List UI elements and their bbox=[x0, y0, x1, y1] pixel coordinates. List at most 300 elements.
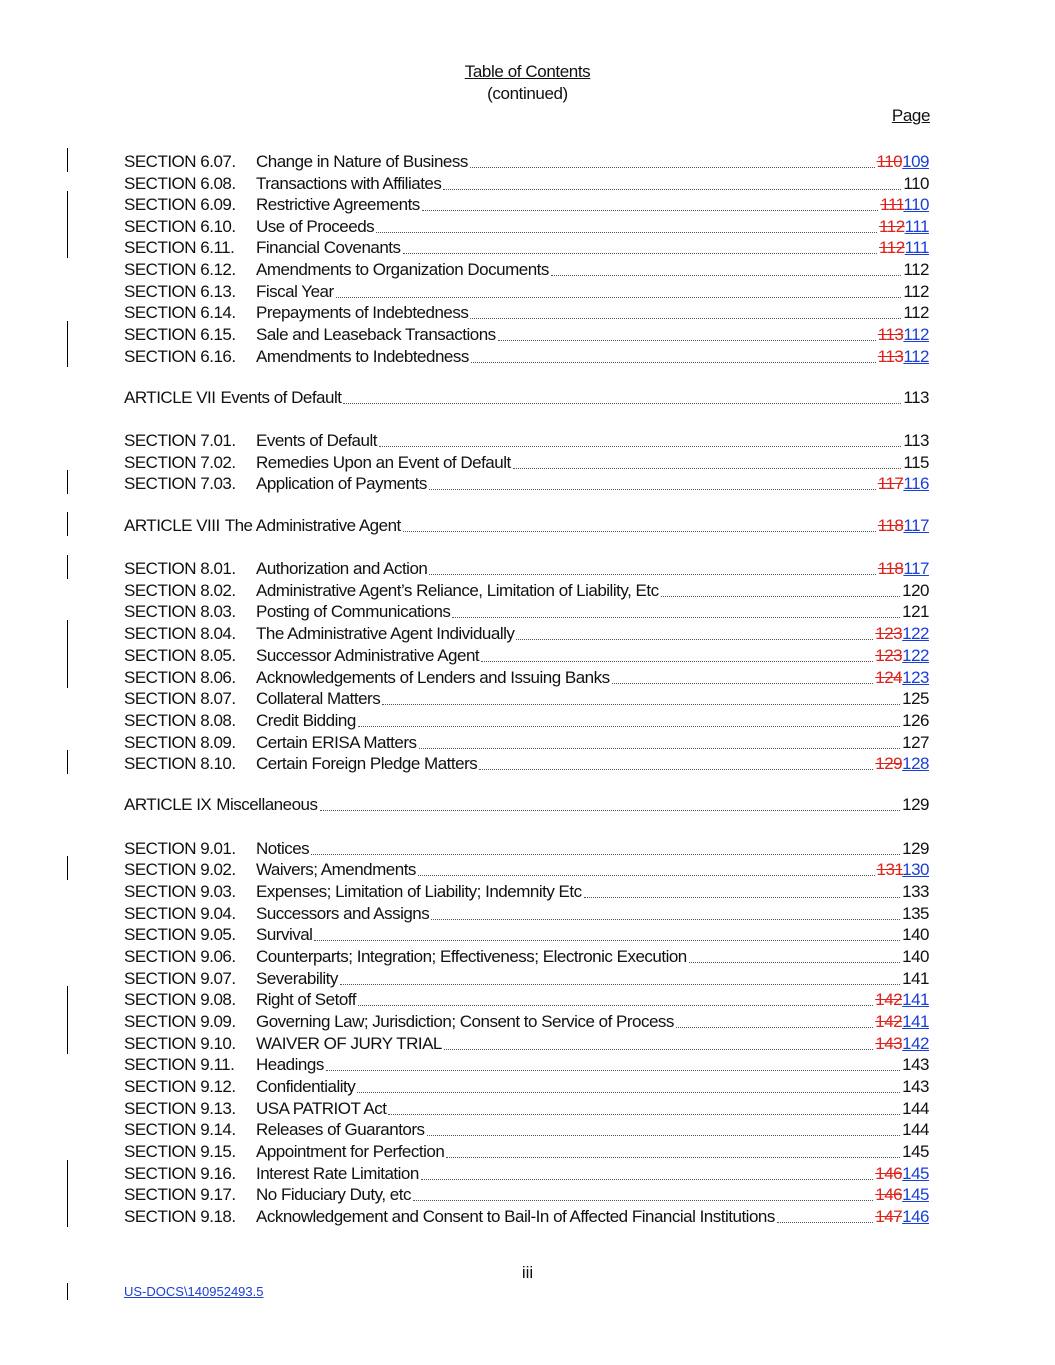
deleted-page-number: 118 bbox=[877, 559, 904, 578]
change-bar bbox=[67, 1008, 68, 1032]
toc-section-entry[interactable] bbox=[124, 1183, 929, 1205]
inserted-page-number[interactable]: 128 bbox=[902, 754, 929, 773]
toc-section-entry[interactable] bbox=[124, 258, 929, 280]
toc-section-entry[interactable] bbox=[124, 193, 929, 215]
entry-number: SECTION 9.08. bbox=[124, 990, 236, 1009]
toc-section-entry[interactable] bbox=[124, 1162, 929, 1184]
inserted-page-number[interactable]: 122 bbox=[902, 624, 929, 643]
toc-section-entry[interactable] bbox=[124, 451, 929, 473]
toc-section-entry[interactable] bbox=[124, 579, 929, 601]
entry-title: WAIVER OF JURY TRIAL bbox=[256, 1034, 442, 1053]
entry-title: Events of Default bbox=[220, 388, 342, 407]
entry-number: SECTION 8.02. bbox=[124, 581, 236, 600]
deleted-page-number: 112 bbox=[879, 217, 905, 236]
dot-leader bbox=[388, 1113, 900, 1115]
page-number-value: 129 bbox=[902, 795, 929, 814]
toc-section-entry[interactable] bbox=[124, 945, 929, 967]
toc-section-entry[interactable] bbox=[124, 472, 929, 494]
entry-title: The Administrative Agent bbox=[224, 516, 401, 535]
change-bar bbox=[67, 856, 68, 880]
entry-page bbox=[903, 388, 929, 408]
page-number-value: 141 bbox=[902, 969, 929, 988]
dot-leader bbox=[320, 809, 901, 811]
deleted-page-number: 143 bbox=[875, 1034, 903, 1053]
page-number-value: 129 bbox=[902, 839, 929, 858]
entry-page bbox=[875, 1012, 929, 1032]
entry-number: SECTION 9.14. bbox=[124, 1120, 236, 1139]
dot-leader bbox=[357, 1091, 900, 1093]
entry-title: Miscellaneous bbox=[216, 795, 318, 814]
entry-title: Survival bbox=[256, 925, 313, 944]
entry-title: Successor Administrative Agent bbox=[256, 646, 480, 665]
toc-section-entry[interactable] bbox=[124, 837, 929, 859]
dot-leader bbox=[314, 939, 900, 941]
change-bar bbox=[67, 620, 68, 644]
entry-title: Certain Foreign Pledge Matters bbox=[256, 754, 478, 773]
entry-title: Releases of Guarantors bbox=[256, 1120, 425, 1139]
entry-title: The Administrative Agent Individually bbox=[256, 624, 515, 643]
entry-page bbox=[902, 969, 929, 989]
deleted-page-number: 112 bbox=[879, 238, 905, 257]
toc-section-entry[interactable] bbox=[124, 988, 929, 1010]
deleted-page-number: 113 bbox=[877, 325, 904, 344]
entry-page bbox=[878, 325, 929, 345]
toc-section-entry[interactable] bbox=[124, 687, 929, 709]
dot-leader bbox=[452, 616, 900, 618]
entry-page bbox=[875, 990, 929, 1010]
toc-section-entry[interactable] bbox=[124, 1010, 929, 1032]
dot-leader bbox=[584, 896, 901, 898]
dot-leader bbox=[471, 361, 876, 363]
change-bar bbox=[67, 148, 68, 172]
entry-title: Waivers; Amendments bbox=[256, 860, 416, 879]
entry-title: No Fiduciary Duty, etc bbox=[256, 1185, 411, 1204]
entry-number: SECTION 8.04. bbox=[124, 624, 236, 643]
entry-page bbox=[903, 431, 929, 451]
entry-title: Appointment for Perfection bbox=[256, 1142, 445, 1161]
entry-number: ARTICLE IX bbox=[124, 795, 212, 814]
dot-leader bbox=[777, 1221, 873, 1223]
deleted-page-number: 118 bbox=[877, 516, 904, 535]
toc-section-entry[interactable] bbox=[124, 345, 929, 367]
dot-leader bbox=[403, 252, 878, 254]
entry-title: Fiscal Year bbox=[256, 282, 334, 301]
entry-page bbox=[875, 624, 929, 644]
change-bar bbox=[67, 234, 68, 258]
deleted-page-number: 110 bbox=[876, 152, 903, 171]
inserted-page-number[interactable]: 109 bbox=[902, 152, 929, 171]
deleted-page-number: 111 bbox=[880, 195, 904, 214]
toc-section-entry[interactable] bbox=[124, 1205, 929, 1227]
inserted-page-number[interactable]: 142 bbox=[902, 1034, 929, 1053]
entry-title: Acknowledgement and Consent to Bail-In of Affected Financial Institutions bbox=[256, 1207, 775, 1226]
page-number-value: 143 bbox=[902, 1077, 929, 1096]
change-bar bbox=[67, 191, 68, 215]
entry-number: SECTION 9.01. bbox=[124, 839, 236, 858]
entry-page bbox=[902, 1142, 929, 1162]
toc-section-entry[interactable] bbox=[124, 880, 929, 902]
dot-leader bbox=[413, 1199, 873, 1201]
inserted-page-number[interactable]: 117 bbox=[903, 516, 929, 535]
deleted-page-number: 131 bbox=[876, 860, 903, 879]
entry-title: USA PATRIOT Act bbox=[256, 1099, 387, 1118]
page-number-value: 113 bbox=[903, 388, 929, 407]
entry-page bbox=[879, 217, 929, 237]
entry-title: Collateral Matters bbox=[256, 689, 381, 708]
toc-article-entry[interactable] bbox=[124, 386, 929, 408]
entry-title: Interest Rate Limitation bbox=[256, 1164, 419, 1183]
entry-page bbox=[875, 1207, 929, 1227]
change-bar bbox=[67, 986, 68, 1010]
dot-leader bbox=[343, 402, 901, 404]
page-number-value: 112 bbox=[903, 303, 929, 322]
deleted-page-number: 146 bbox=[875, 1185, 903, 1204]
entry-title: Financial Covenants bbox=[256, 238, 401, 257]
entry-number: SECTION 8.06. bbox=[124, 668, 236, 687]
dot-leader bbox=[513, 467, 902, 469]
deleted-page-number: 123 bbox=[875, 646, 903, 665]
change-bar bbox=[67, 1283, 68, 1300]
toc-section-entry[interactable] bbox=[124, 731, 929, 753]
entry-page bbox=[902, 1099, 929, 1119]
entry-number: SECTION 9.02. bbox=[124, 860, 236, 879]
toc-section-entry[interactable] bbox=[124, 752, 929, 774]
entry-page bbox=[879, 238, 929, 258]
entry-page bbox=[903, 260, 929, 280]
entry-page bbox=[902, 839, 929, 859]
toc-section-entry[interactable] bbox=[124, 1032, 929, 1054]
entry-page bbox=[902, 882, 929, 902]
entry-number: SECTION 9.16. bbox=[124, 1164, 236, 1183]
entry-page bbox=[902, 689, 929, 709]
dot-leader bbox=[479, 768, 873, 770]
dot-leader bbox=[422, 209, 879, 211]
page-number-value: 144 bbox=[902, 1120, 929, 1139]
dot-leader bbox=[326, 1069, 900, 1071]
entry-title: Amendments to Organization Documents bbox=[256, 260, 549, 279]
toc-section-entry[interactable] bbox=[124, 280, 929, 302]
toc-section-entry[interactable] bbox=[124, 666, 929, 688]
entry-page bbox=[875, 668, 929, 688]
entry-number: SECTION 6.14. bbox=[124, 303, 236, 322]
entry-page bbox=[878, 516, 929, 536]
toc-section-entry[interactable] bbox=[124, 1140, 929, 1162]
entry-title: Governing Law; Jurisdiction; Consent to Service of Process bbox=[256, 1012, 674, 1031]
toc-section-entry[interactable] bbox=[124, 1053, 929, 1075]
deleted-page-number: 117 bbox=[877, 474, 904, 493]
dot-leader bbox=[418, 874, 875, 876]
entry-page bbox=[903, 303, 929, 323]
entry-number: SECTION 6.12. bbox=[124, 260, 236, 279]
entry-page bbox=[902, 1077, 929, 1097]
entry-title: Authorization and Action bbox=[256, 559, 428, 578]
dot-leader bbox=[481, 660, 873, 662]
entry-page bbox=[902, 581, 929, 601]
entry-number: SECTION 6.09. bbox=[124, 195, 236, 214]
entry-number: SECTION 6.16. bbox=[124, 347, 236, 366]
dot-leader bbox=[444, 1048, 873, 1050]
deleted-page-number: 142 bbox=[875, 990, 903, 1009]
entry-number: SECTION 8.05. bbox=[124, 646, 236, 665]
entry-number: SECTION 9.10. bbox=[124, 1034, 236, 1053]
inserted-page-number[interactable]: 145 bbox=[902, 1164, 929, 1183]
entry-number: SECTION 9.12. bbox=[124, 1077, 236, 1096]
entry-title: Posting of Communications bbox=[256, 602, 451, 621]
entry-title: Sale and Leaseback Transactions bbox=[256, 325, 496, 344]
dot-leader bbox=[376, 231, 877, 233]
deleted-page-number: 123 bbox=[875, 624, 903, 643]
toc-section-entry[interactable] bbox=[124, 172, 929, 194]
page-number-value: 126 bbox=[902, 711, 929, 730]
dot-leader bbox=[429, 488, 876, 490]
dot-leader bbox=[403, 530, 876, 532]
dot-leader bbox=[470, 317, 901, 319]
entry-page bbox=[875, 646, 929, 666]
dot-leader bbox=[429, 573, 875, 575]
entry-title: Events of Default bbox=[256, 431, 377, 450]
entry-title: Use of Proceeds bbox=[256, 217, 375, 236]
entry-page bbox=[902, 925, 929, 945]
entry-title: Notices bbox=[256, 839, 310, 858]
inserted-page-number[interactable]: 141 bbox=[902, 1012, 929, 1031]
entry-title: Counterparts; Integration; Effectiveness; Electronic Execution bbox=[256, 947, 687, 966]
dot-leader bbox=[470, 166, 875, 168]
dot-leader bbox=[358, 1004, 873, 1006]
entry-page bbox=[903, 282, 929, 302]
inserted-page-number[interactable]: 117 bbox=[903, 559, 929, 578]
inserted-page-number[interactable]: 116 bbox=[903, 474, 929, 493]
entry-number: SECTION 9.04. bbox=[124, 904, 236, 923]
dot-leader bbox=[427, 1134, 901, 1136]
entry-page bbox=[902, 602, 929, 622]
entry-title: Administrative Agent’s Reliance, Limitation of Liability, Etc bbox=[256, 581, 659, 600]
dot-leader bbox=[676, 1026, 873, 1028]
toc-section-entry[interactable] bbox=[124, 557, 929, 579]
entry-number: SECTION 9.07. bbox=[124, 969, 236, 988]
change-bar bbox=[67, 664, 68, 688]
page-column-label: Page bbox=[891, 106, 930, 125]
entry-number: SECTION 8.07. bbox=[124, 689, 236, 708]
entry-title: Expenses; Limitation of Liability; Indemnity Etc bbox=[256, 882, 582, 901]
entry-number: SECTION 9.17. bbox=[124, 1185, 236, 1204]
entry-page bbox=[902, 733, 929, 753]
dot-leader bbox=[419, 747, 901, 749]
toc-section-entry[interactable] bbox=[124, 709, 929, 731]
entry-title: Credit Bidding bbox=[256, 711, 356, 730]
entry-number: SECTION 7.03. bbox=[124, 474, 236, 493]
entry-number: SECTION 8.03. bbox=[124, 602, 236, 621]
toc-section-entry[interactable] bbox=[124, 1075, 929, 1097]
change-bar bbox=[67, 750, 68, 774]
inserted-page-number[interactable]: 110 bbox=[903, 195, 929, 214]
entry-number: SECTION 6.10. bbox=[124, 217, 236, 236]
page-number-value: 127 bbox=[902, 733, 929, 752]
entry-number: SECTION 9.18. bbox=[124, 1207, 236, 1226]
entry-page bbox=[875, 1185, 929, 1205]
dot-leader bbox=[311, 853, 900, 855]
toc-subtitle: (continued) bbox=[487, 84, 568, 103]
toc-title: Table of Contents bbox=[464, 62, 591, 81]
entry-title: Transactions with Affiliates bbox=[256, 174, 442, 193]
inserted-page-number[interactable]: 111 bbox=[904, 238, 929, 257]
change-bar bbox=[67, 321, 68, 345]
entry-title: Headings bbox=[256, 1055, 324, 1074]
entry-number: SECTION 9.03. bbox=[124, 882, 236, 901]
toc-section-entry[interactable] bbox=[124, 858, 929, 880]
entry-title: Remedies Upon an Event of Default bbox=[256, 453, 511, 472]
inserted-page-number[interactable]: 112 bbox=[903, 347, 929, 366]
dot-leader bbox=[336, 296, 902, 298]
toc-section-entry[interactable] bbox=[124, 429, 929, 451]
entry-title: Amendments to Indebtedness bbox=[256, 347, 469, 366]
entry-title: Confidentiality bbox=[256, 1077, 356, 1096]
toc-article-entry[interactable] bbox=[124, 514, 929, 536]
page-number-value: 140 bbox=[902, 925, 929, 944]
change-bar bbox=[67, 555, 68, 579]
entry-title: Application of Payments bbox=[256, 474, 427, 493]
toc-section-entry[interactable] bbox=[124, 923, 929, 945]
dot-leader bbox=[379, 445, 901, 447]
entry-page bbox=[902, 904, 929, 924]
entry-number: SECTION 9.15. bbox=[124, 1142, 236, 1161]
dot-leader bbox=[340, 983, 900, 985]
page-number-value: 120 bbox=[902, 581, 929, 600]
page-number-value: 112 bbox=[903, 282, 929, 301]
change-bar bbox=[67, 1203, 68, 1227]
deleted-page-number: 113 bbox=[877, 347, 904, 366]
entry-page bbox=[877, 152, 929, 172]
entry-number: SECTION 7.02. bbox=[124, 453, 236, 472]
page-number: iii bbox=[521, 1263, 534, 1282]
change-bar bbox=[67, 1030, 68, 1054]
change-bar bbox=[67, 343, 68, 367]
entry-number: SECTION 9.06. bbox=[124, 947, 236, 966]
page-number-value: 135 bbox=[902, 904, 929, 923]
page-number-value: 115 bbox=[903, 453, 929, 472]
dot-leader bbox=[431, 918, 900, 920]
entry-number: SECTION 8.10. bbox=[124, 754, 236, 773]
dot-leader bbox=[382, 703, 900, 705]
toc-section-entry[interactable] bbox=[124, 967, 929, 989]
entry-number: SECTION 9.11. bbox=[124, 1055, 235, 1074]
inserted-page-number[interactable]: 122 bbox=[902, 646, 929, 665]
entry-title: Successors and Assigns bbox=[256, 904, 430, 923]
deleted-page-number: 142 bbox=[875, 1012, 903, 1031]
dot-leader bbox=[443, 188, 901, 190]
page-number-value: 140 bbox=[902, 947, 929, 966]
toc-section-entry[interactable] bbox=[124, 301, 929, 323]
entry-page bbox=[902, 1055, 929, 1075]
entry-page bbox=[878, 347, 929, 367]
entry-number: SECTION 9.09. bbox=[124, 1012, 236, 1031]
toc-section-entry[interactable] bbox=[124, 323, 929, 345]
inserted-page-number[interactable]: 130 bbox=[902, 860, 929, 879]
dot-leader bbox=[358, 725, 900, 727]
entry-title: Restrictive Agreements bbox=[256, 195, 420, 214]
toc-article-entry[interactable] bbox=[124, 793, 929, 815]
page-number-value: 143 bbox=[902, 1055, 929, 1074]
toc-section-entry[interactable] bbox=[124, 215, 929, 237]
dot-leader bbox=[551, 274, 902, 276]
entry-page bbox=[875, 754, 929, 774]
page-number-value: 121 bbox=[902, 602, 929, 621]
dot-leader bbox=[516, 638, 873, 640]
entry-page bbox=[875, 1034, 929, 1054]
inserted-page-number[interactable]: 111 bbox=[904, 217, 929, 236]
page-number-value: 110 bbox=[903, 174, 929, 193]
toc-section-entry[interactable] bbox=[124, 150, 929, 172]
toc-section-entry[interactable] bbox=[124, 236, 929, 258]
entry-page bbox=[878, 559, 929, 579]
deleted-page-number: 146 bbox=[875, 1164, 903, 1183]
change-bar bbox=[67, 470, 68, 494]
change-bar bbox=[67, 642, 68, 666]
entry-number: SECTION 7.01. bbox=[124, 431, 236, 450]
inserted-page-number[interactable]: 112 bbox=[903, 325, 929, 344]
inserted-page-number[interactable]: 123 bbox=[902, 668, 929, 687]
deleted-page-number: 129 bbox=[875, 754, 903, 773]
entry-page bbox=[903, 453, 929, 473]
entry-page bbox=[902, 711, 929, 731]
entry-title: Severability bbox=[256, 969, 338, 988]
deleted-page-number: 147 bbox=[875, 1207, 903, 1226]
dot-leader bbox=[612, 682, 874, 684]
entry-number: SECTION 8.01. bbox=[124, 559, 236, 578]
entry-number: SECTION 8.09. bbox=[124, 733, 236, 752]
toc-section-entry[interactable] bbox=[124, 622, 929, 644]
page-number-value: 113 bbox=[903, 431, 929, 450]
page-number-value: 144 bbox=[902, 1099, 929, 1118]
entry-page bbox=[878, 474, 929, 494]
toc-section-entry[interactable] bbox=[124, 902, 929, 924]
entry-page bbox=[903, 174, 929, 194]
dot-leader bbox=[661, 595, 901, 597]
entry-number: SECTION 6.15. bbox=[124, 325, 236, 344]
entry-number: SECTION 9.05. bbox=[124, 925, 236, 944]
dot-leader bbox=[421, 1178, 873, 1180]
entry-number: SECTION 6.13. bbox=[124, 282, 236, 301]
entry-number: SECTION 6.11. bbox=[124, 238, 235, 257]
inserted-page-number[interactable]: 145 bbox=[902, 1185, 929, 1204]
inserted-page-number[interactable]: 141 bbox=[902, 990, 929, 1009]
page-number-value: 133 bbox=[902, 882, 929, 901]
entry-page bbox=[902, 795, 929, 815]
document-id-link[interactable]: US-DOCS\140952493.5 bbox=[124, 1284, 264, 1299]
entry-page bbox=[902, 1120, 929, 1140]
entry-title: Certain ERISA Matters bbox=[256, 733, 417, 752]
entry-page bbox=[880, 195, 929, 215]
toc-section-entry[interactable] bbox=[124, 1097, 929, 1119]
entry-title: Right of Setoff bbox=[256, 990, 356, 1009]
toc-section-entry[interactable] bbox=[124, 600, 929, 622]
toc-section-entry[interactable] bbox=[124, 1118, 929, 1140]
page-number-value: 125 bbox=[902, 689, 929, 708]
toc-section-entry[interactable] bbox=[124, 644, 929, 666]
entry-title: Change in Nature of Business bbox=[256, 152, 468, 171]
entry-number: SECTION 9.13. bbox=[124, 1099, 236, 1118]
inserted-page-number[interactable]: 146 bbox=[902, 1207, 929, 1226]
dot-leader bbox=[689, 961, 900, 963]
change-bar bbox=[67, 512, 68, 536]
entry-number: SECTION 6.08. bbox=[124, 174, 236, 193]
deleted-page-number: 124 bbox=[875, 668, 903, 687]
entry-number: SECTION 8.08. bbox=[124, 711, 236, 730]
entry-number: ARTICLE VIII bbox=[124, 516, 220, 535]
entry-page bbox=[875, 1164, 929, 1184]
entry-page bbox=[902, 947, 929, 967]
page-number-value: 145 bbox=[902, 1142, 929, 1161]
entry-number: ARTICLE VII bbox=[124, 388, 216, 407]
